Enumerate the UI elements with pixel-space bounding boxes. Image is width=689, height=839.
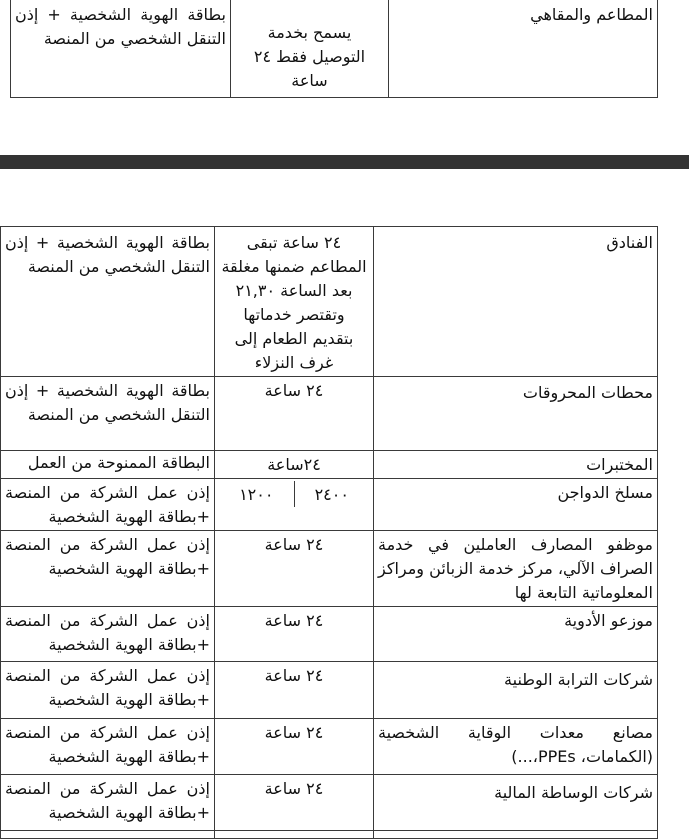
required-documents-cell: إذن عمل الشركة من المنصة +بطاقة الهوية الشخصية xyxy=(1,662,215,719)
hours-cell: يسمح بخدمة التوصيل فقط ٢٤ ساعة xyxy=(231,0,389,98)
hours-cell: ٢٤ ساعة xyxy=(215,377,374,451)
table-row xyxy=(1,451,658,479)
required-documents-cell: بطاقة الهوية الشخصية + إذن التنقل الشخصي من المنصة xyxy=(11,0,231,98)
table-row xyxy=(1,479,658,531)
facility-name-cell: مصانع معدات الوقاية الشخصية (الكمامات، PPEs،...) xyxy=(374,719,658,775)
table-row xyxy=(1,607,658,662)
required-documents-cell: إذن عمل الشركة من المنصة +بطاقة الهوية الشخصية xyxy=(1,607,215,662)
hours-value: ١٢٠٠ xyxy=(239,485,274,504)
table-row xyxy=(11,0,658,98)
empty-cell xyxy=(1,831,215,839)
required-documents-cell: إذن عمل الشركة من المنصة +بطاقة الهوية الشخصية xyxy=(1,479,215,531)
table-row-continuation xyxy=(1,831,658,839)
hours-split-cell xyxy=(215,479,374,531)
hours-cell: ٢٤ ساعة xyxy=(215,775,374,831)
facility-name-cell: شركات الترابة الوطنية xyxy=(374,662,658,719)
hours-cell: ٢٤ساعة xyxy=(215,451,374,479)
facility-name-cell: موزعو الأدوية xyxy=(374,607,658,662)
facility-name-cell: محطات المحروقات xyxy=(374,377,658,451)
facility-name-cell: مسلخ الدواجن xyxy=(374,479,658,531)
facility-name-cell: المطاعم والمقاهي xyxy=(389,0,658,98)
page-separator xyxy=(0,155,689,169)
required-documents-cell: بطاقة الهوية الشخصية + إذن التنقل الشخصي من المنصة xyxy=(1,227,215,377)
required-documents-cell: البطاقة الممنوحة من العمل xyxy=(1,451,215,479)
facility-name-cell: المختبرات xyxy=(374,451,658,479)
hours-cell: ٢٤ ساعة xyxy=(215,607,374,662)
empty-cell xyxy=(374,831,658,839)
table-row xyxy=(1,775,658,831)
table-row xyxy=(1,719,658,775)
required-documents-cell: إذن عمل الشركة من المنصة +بطاقة الهوية الشخصية xyxy=(1,531,215,607)
hours-cell: ٢٤ ساعة xyxy=(215,531,374,607)
table-row xyxy=(1,377,658,451)
required-documents-cell: بطاقة الهوية الشخصية + إذن التنقل الشخصي من المنصة xyxy=(1,377,215,451)
required-documents-cell: إذن عمل الشركة من المنصة +بطاقة الهوية الشخصية xyxy=(1,719,215,775)
top-table xyxy=(10,0,658,98)
facility-name-cell: موظفو المصارف العاملين في خدمة الصراف الآلي، مركز خدمة الزبائن ومراكز المعلوماتية التابعة لها xyxy=(374,531,658,607)
table-row xyxy=(1,662,658,719)
table-row xyxy=(1,531,658,607)
hours-cell: ٢٤ ساعة xyxy=(215,662,374,719)
hours-split xyxy=(219,481,369,507)
hours-cell: ٢٤ ساعة تبقى المطاعم ضمنها مغلقة بعد الساعة ٢١,٣٠ وتقتصر خدماتها بتقديم الطعام إلى غرف النزلاء xyxy=(215,227,374,377)
table-row xyxy=(1,227,658,377)
required-documents-cell: إذن عمل الشركة من المنصة +بطاقة الهوية الشخصية xyxy=(1,775,215,831)
facility-name-cell: شركات الوساطة المالية xyxy=(374,775,658,831)
empty-cell xyxy=(215,831,374,839)
hours-value: ٢٤٠٠ xyxy=(294,481,370,507)
main-table xyxy=(0,226,658,839)
hours-cell: ٢٤ ساعة xyxy=(215,719,374,775)
facility-name-cell: الفنادق xyxy=(374,227,658,377)
